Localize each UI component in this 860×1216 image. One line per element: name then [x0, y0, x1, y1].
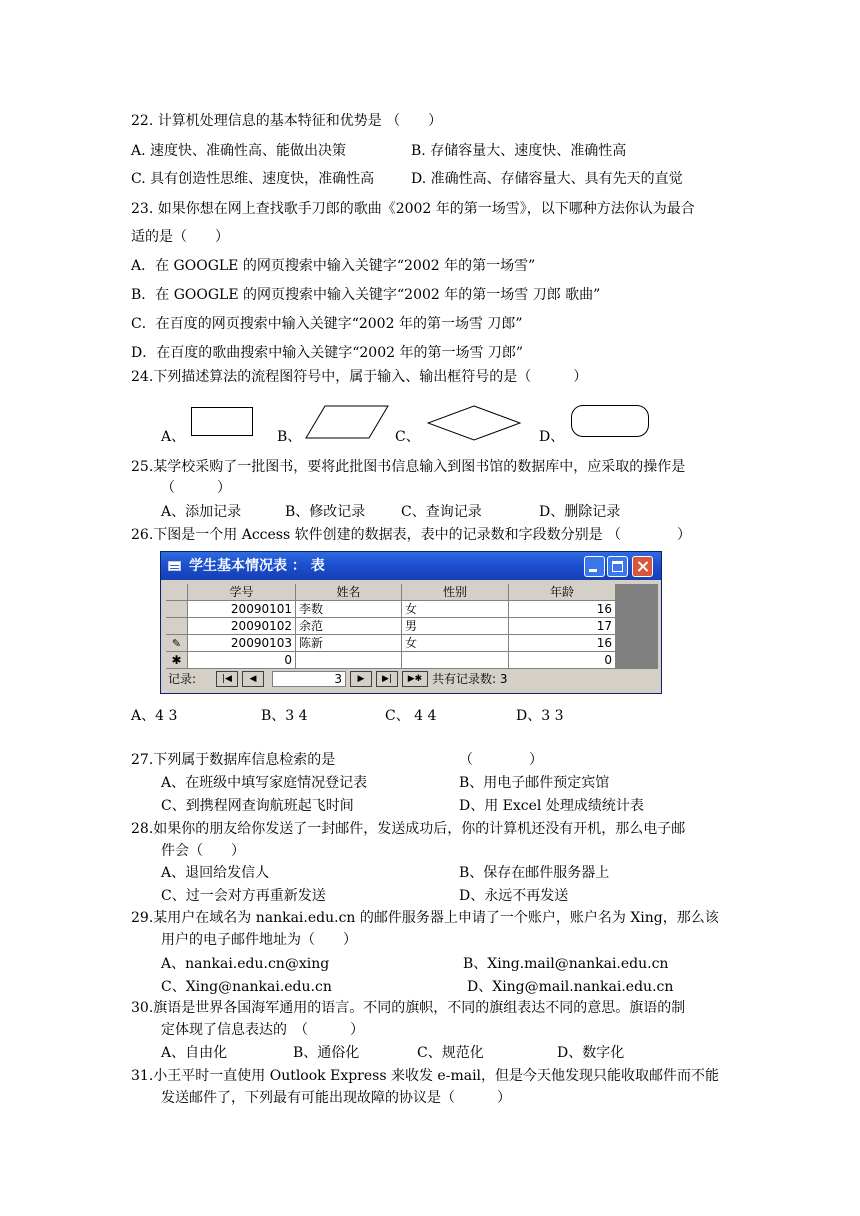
- cell-gender[interactable]: 女: [402, 635, 509, 652]
- q27-answer-parentheses: （ ）: [459, 752, 543, 768]
- new-row-name[interactable]: [296, 652, 402, 669]
- q30-stem-line1: 30.旗语是世界各国海军通用的语言。不同的旗帜，不同的旗组表达不同的意思。旗语的制: [131, 1000, 686, 1016]
- window-title: 学生基本情况表 ： 表: [189, 558, 325, 574]
- q22-option-a: A. 速度快、准确性高、能做出决策: [131, 143, 347, 159]
- close-icon[interactable]: [632, 556, 653, 577]
- q31-stem-line1: 31.小王平时一直使用 Outlook Express 来收发 e-mail，但是今天他发现只能收取邮件而不能: [131, 1068, 720, 1084]
- q28-stem-line1: 28.如果你的朋友给你发送了一封邮件，发送成功后，你的计算机还没有开机，那么电子邮: [131, 821, 686, 837]
- table-icon: [168, 561, 181, 571]
- column-header-gender[interactable]: 性别: [402, 584, 509, 601]
- cell-name[interactable]: 陈新: [296, 635, 402, 652]
- maximize-icon[interactable]: [607, 556, 628, 577]
- q27-option-b: B、用电子邮件预定宾馆: [459, 775, 610, 791]
- q22-option-c: C. 具有创造性思维、速度快，准确性高: [131, 171, 375, 187]
- cell-name[interactable]: 李数: [296, 601, 402, 618]
- q25-option-a: A、添加记录: [161, 504, 242, 520]
- q25-option-c: C、查询记录: [401, 504, 482, 520]
- q28-option-b: B、保存在邮件服务器上: [459, 865, 610, 881]
- asterisk-icon[interactable]: ✱: [166, 652, 188, 669]
- q31-stem-line2: 发送邮件了，下列最有可能出现故障的协议是（ ）: [161, 1090, 511, 1106]
- empty-grid-area: [616, 584, 658, 669]
- record-navigation-bar: [166, 670, 658, 688]
- cell-id[interactable]: 20090103: [188, 635, 296, 652]
- io-parallelogram-symbol: [305, 405, 389, 439]
- new-record-icon[interactable]: ▶✱: [402, 671, 428, 687]
- corner-cell[interactable]: [166, 584, 188, 601]
- pencil-icon[interactable]: ✎: [166, 635, 188, 652]
- current-record-input[interactable]: 3: [272, 671, 346, 687]
- column-header-name[interactable]: 姓名: [296, 584, 402, 601]
- q26-option-c: C、 4 4: [385, 708, 437, 724]
- prev-record-icon[interactable]: ◀: [242, 671, 264, 687]
- q24-option-a: A、: [161, 429, 186, 445]
- decision-diamond-symbol: [427, 405, 521, 441]
- q25-option-d: D、删除记录: [539, 504, 621, 520]
- cell-age[interactable]: 17: [509, 618, 616, 635]
- window-titlebar[interactable]: [161, 552, 661, 580]
- process-rectangle-symbol: [191, 407, 253, 436]
- minimize-icon[interactable]: [584, 556, 605, 577]
- q24-option-d: D、: [539, 429, 565, 445]
- q24-stem: 24.下列描述算法的流程图符号中，属于输入、输出框符号的是（ ）: [131, 369, 588, 385]
- cell-age[interactable]: 16: [509, 635, 616, 652]
- cell-age[interactable]: 16: [509, 601, 616, 618]
- new-row-gender[interactable]: [402, 652, 509, 669]
- q26-option-b: B、3 4: [261, 708, 308, 724]
- q23-stem-line2: 适的是（ ）: [131, 229, 229, 245]
- new-row-age[interactable]: 0: [509, 652, 616, 669]
- q28-option-a: A、退回给发信人: [161, 865, 270, 881]
- q29-stem-line2: 用户的电子邮件地址为（ ）: [161, 932, 357, 948]
- q26-stem: 26.下图是一个用 Access 软件创建的数据表，表中的记录数和字段数分别是 （ ）: [131, 527, 692, 543]
- last-record-icon[interactable]: ▶|: [376, 671, 398, 687]
- q23-option-c: C．在百度的网页搜索中输入关键字“2002 年的第一场雪 刀郎”: [131, 316, 523, 332]
- record-count-label: 共有记录数: 3: [432, 672, 508, 686]
- q30-option-b: B、通俗化: [293, 1045, 360, 1061]
- q23-stem-line1: 23. 如果你想在网上查找歌手刀郎的歌曲《2002 年的第一场雪》，以下哪种方法你认为最合: [131, 201, 695, 217]
- terminal-rounded-symbol: [571, 405, 649, 437]
- column-header-id[interactable]: 学号: [188, 584, 296, 601]
- new-row-id[interactable]: 0: [188, 652, 296, 669]
- q27-option-d: D、用 Excel 处理成绩统计表: [459, 798, 644, 814]
- q25-stem-line2: （ ）: [161, 480, 231, 496]
- cell-id[interactable]: 20090102: [188, 618, 296, 635]
- column-header-age[interactable]: 年龄: [509, 584, 616, 601]
- next-record-icon[interactable]: ▶: [350, 671, 372, 687]
- q23-option-a: A．在 GOOGLE 的网页搜索中输入关键字“2002 年的第一场雪”: [131, 258, 536, 274]
- q29-option-a: A、nankai.edu.cn@xing: [161, 956, 330, 972]
- q29-option-c: C、Xing@nankai.edu.cn: [161, 979, 332, 995]
- q22-option-b: B. 存储容量大、速度快、准确性高: [411, 143, 627, 159]
- q28-option-c: C、过一会对方再重新发送: [161, 888, 326, 904]
- q27-stem: 27.下列属于数据库信息检索的是: [131, 752, 336, 768]
- q23-option-d: D．在百度的歌曲搜索中输入关键字“2002 年的第一场雪 刀郎”: [131, 345, 524, 361]
- q28-stem-line2: 件会（ ）: [161, 843, 245, 859]
- q30-option-c: C、规范化: [417, 1045, 484, 1061]
- first-record-icon[interactable]: |◀: [216, 671, 238, 687]
- q22-stem: 22. 计算机处理信息的基本特征和优势是 （ ）: [131, 113, 443, 129]
- q30-stem-line2: 定体现了信息表达的 （ ）: [161, 1022, 364, 1038]
- q30-option-a: A、自由化: [161, 1045, 228, 1061]
- record-nav-label: 记录:: [168, 672, 197, 686]
- q24-option-c: C、: [395, 429, 420, 445]
- cell-gender[interactable]: 男: [402, 618, 509, 635]
- q27-option-c: C、到携程网查询航班起飞时间: [161, 798, 354, 814]
- q26-option-a: A、4 3: [131, 708, 178, 724]
- q29-stem-line1: 29.某用户在域名为 nankai.edu.cn 的邮件服务器上申请了一个账户，账户名为 Xing，那么该: [131, 910, 719, 926]
- row-selector[interactable]: [166, 618, 188, 635]
- q24-option-b: B、: [277, 429, 302, 445]
- row-selector[interactable]: [166, 601, 188, 618]
- q25-option-b: B、修改记录: [285, 504, 366, 520]
- q28-option-d: D、永远不再发送: [459, 888, 569, 904]
- cell-gender[interactable]: 女: [402, 601, 509, 618]
- q29-option-d: D、Xing@mail.nankai.edu.cn: [467, 979, 674, 995]
- q25-stem-line1: 25.某学校采购了一批图书，要将此批图书信息输入到图书馆的数据库中，应采取的操作是: [131, 459, 686, 475]
- q30-option-d: D、数字化: [557, 1045, 625, 1061]
- q22-option-d: D. 准确性高、存储容量大、具有先天的直觉: [411, 171, 683, 187]
- q23-option-b: B．在 GOOGLE 的网页搜索中输入关键字“2002 年的第一场雪 刀郎 歌曲”: [131, 287, 601, 303]
- access-table-window: [160, 551, 662, 694]
- q29-option-b: B、Xing.mail@nankai.edu.cn: [463, 956, 669, 972]
- cell-name[interactable]: 余范: [296, 618, 402, 635]
- q27-option-a: A、在班级中填写家庭情况登记表: [161, 775, 368, 791]
- q26-option-d: D、3 3: [516, 708, 564, 724]
- cell-id[interactable]: 20090101: [188, 601, 296, 618]
